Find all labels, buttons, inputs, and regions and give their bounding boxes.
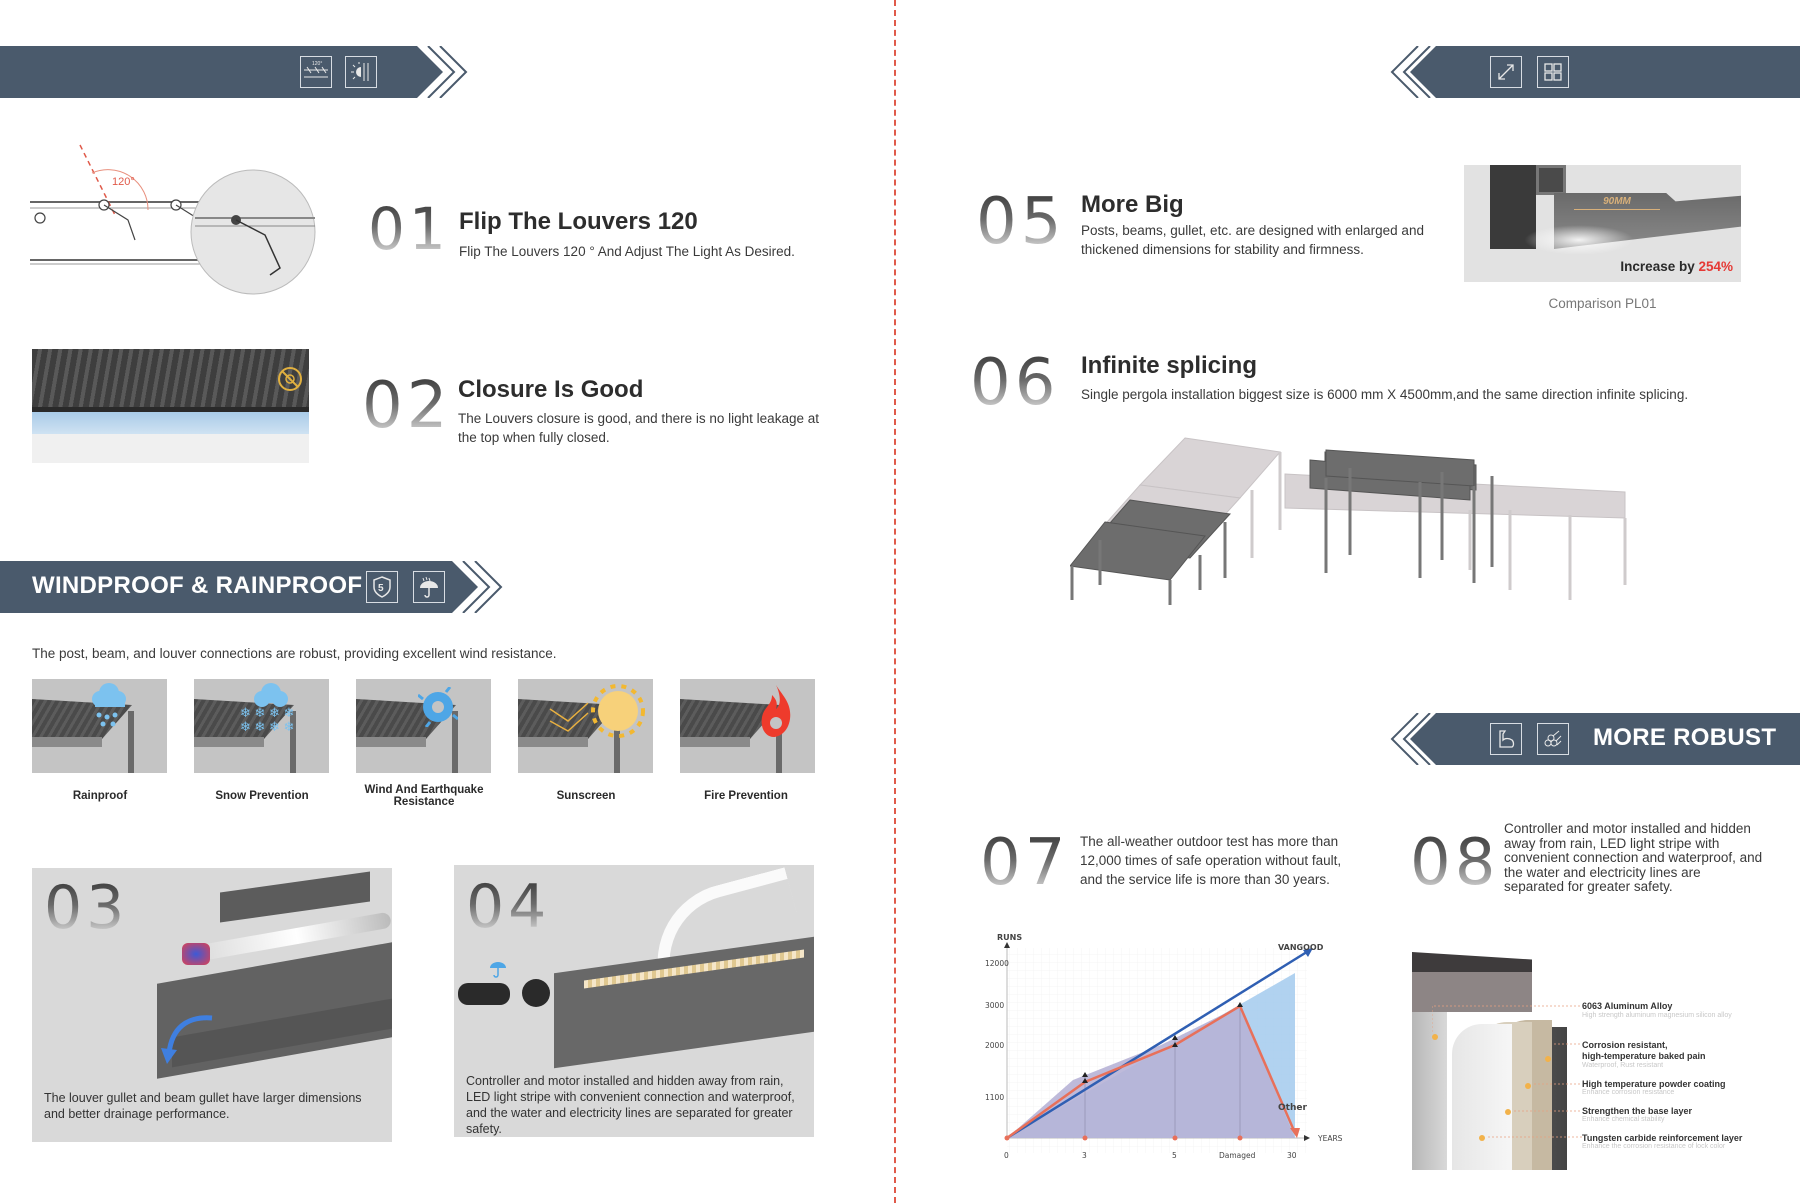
panel-description: Controller and motor installed and hidden away from rain, LED light stripe with convenient connection and waterproof, and the water and electricity lines are separated for greater safety. xyxy=(466,1074,795,1136)
feature-title: Closure Is Good xyxy=(458,376,644,403)
fire-icon xyxy=(758,683,794,739)
snow-cloud-icon xyxy=(236,679,306,734)
rainproof-tile xyxy=(32,679,167,773)
svg-text:Damaged: Damaged xyxy=(1219,1151,1256,1160)
pergola-splicing-illustration xyxy=(1070,430,1770,610)
runs-years-chart xyxy=(985,930,1345,1165)
double-chevron-right-icon xyxy=(424,46,474,98)
connector-socket-shape xyxy=(458,983,510,1005)
wind-earthquake-tile xyxy=(356,679,491,773)
more-robust-title: MORE ROBUST xyxy=(1593,724,1777,751)
tile-label: Fire Prevention xyxy=(704,790,788,802)
feature-number: 02 xyxy=(362,369,452,443)
svg-text:❄ ❄ ❄ ❄: ❄ ❄ ❄ ❄ xyxy=(240,705,295,720)
drain-arrow-icon xyxy=(157,1008,217,1068)
tile-label: Sunscreen xyxy=(556,790,616,802)
rain-cloud-icon xyxy=(87,679,132,729)
sunscreen-tile xyxy=(518,679,653,773)
umbrella-icon xyxy=(488,957,508,979)
feature-title: More Big xyxy=(1081,191,1184,218)
svg-text:2000: 2000 xyxy=(985,1041,1005,1050)
feature-description: Flip The Louvers 120 ° And Adjust The Light As Desired. xyxy=(459,244,795,259)
feature-title: Flip The Louvers 120 xyxy=(459,208,698,235)
other-annotation: Other xyxy=(1278,1103,1307,1113)
feature-number: 05 xyxy=(976,185,1066,259)
sun-icon xyxy=(548,681,648,741)
comparison-caption: Comparison PL01 xyxy=(1548,296,1657,311)
louver-flip-diagram xyxy=(30,140,320,295)
svg-text:❄ ❄ ❄ ❄: ❄ ❄ ❄ ❄ xyxy=(240,719,295,734)
feature-description: The all-weather outdoor test has more than 12,000 times of safe operation without fault, and the service life is more than 30 years. xyxy=(1080,834,1342,887)
shield-5-icon xyxy=(366,571,398,603)
closed-louver-photo xyxy=(32,349,309,463)
no-light-icon xyxy=(276,365,304,393)
double-chevron-left-icon xyxy=(1384,713,1434,765)
pipes-bundle-icon xyxy=(1537,723,1569,755)
feature-description: Controller and motor installed and hidden away from rain, LED light stripe with convenient connection and waterproof, and the water and electricity lines are separated for greater safety. xyxy=(1504,821,1763,894)
vangood-logo: VANGOOD xyxy=(1278,943,1324,952)
increase-value: 254% xyxy=(1698,259,1733,274)
windproof-title: WINDPROOF & RAINPROOF xyxy=(32,572,363,599)
expand-arrow-icon xyxy=(1490,56,1522,88)
tile-label: Rainproof xyxy=(72,790,128,802)
chart-ylabel: RUNS xyxy=(997,933,1023,942)
tile-label: Snow Prevention xyxy=(215,790,309,802)
louver-120-icon xyxy=(300,56,332,88)
double-chevron-right-icon xyxy=(459,561,509,613)
svg-text:5: 5 xyxy=(1172,1151,1177,1160)
feature-description: Single pergola installation biggest size is 6000 mm X 4500mm,and the same direction infinite splicing. xyxy=(1081,387,1689,402)
feature-description: Posts, beams, gullet, etc. are designed with enlarged and thickened dimensions for stability and firmness. xyxy=(1081,223,1424,257)
svg-text:1100: 1100 xyxy=(985,1093,1005,1102)
double-chevron-left-icon xyxy=(1384,46,1434,98)
feature-title: Infinite splicing xyxy=(1081,352,1258,379)
panel-number: 03 xyxy=(44,873,129,943)
page-fold-divider xyxy=(894,0,896,1203)
svg-text:0: 0 xyxy=(1004,1151,1009,1160)
svg-text:120°: 120° xyxy=(312,61,323,67)
motor-part-shape xyxy=(182,943,210,965)
grid-four-icon xyxy=(1537,56,1569,88)
snow-prevention-tile xyxy=(194,679,329,773)
windproof-intro: The post, beam, and louver connections are robust, providing excellent wind resistance. xyxy=(32,646,557,661)
gullet-drainage-panel xyxy=(32,868,392,1142)
chart-xlabel: YEARS xyxy=(1318,1134,1343,1143)
increase-label: Increase by 254% xyxy=(1620,259,1733,274)
svg-text:3000: 3000 xyxy=(985,1001,1005,1010)
umbrella-rain-icon xyxy=(413,571,445,603)
gullet-comparison-image xyxy=(1464,165,1741,282)
panel-description: The louver gullet and beam gullet have larger dimensions and better drainage performance. xyxy=(44,1091,362,1121)
cyclone-icon xyxy=(418,687,458,727)
svg-text:5: 5 xyxy=(378,583,384,594)
feature-number: 07 xyxy=(980,826,1070,900)
svg-text:120°: 120° xyxy=(112,176,135,188)
svg-text:3: 3 xyxy=(1082,1151,1087,1160)
feature-number: 01 xyxy=(368,195,450,263)
top-right-banner xyxy=(1410,46,1800,98)
connector-plug-shape xyxy=(522,979,550,1007)
fire-prevention-tile xyxy=(680,679,815,773)
layer-leader-lines xyxy=(1432,990,1582,1140)
sun-light-adjust-icon xyxy=(345,56,377,88)
feature-number: 08 xyxy=(1410,826,1500,900)
svg-text:12000: 12000 xyxy=(985,959,1009,968)
led-controller-panel xyxy=(454,865,814,1137)
svg-text:30: 30 xyxy=(1287,1151,1297,1160)
dimension-label: 90MM xyxy=(1603,196,1631,207)
feature-description: The Louvers closure is good, and there is no light leakage at the top when fully closed. xyxy=(458,411,819,445)
panel-number: 04 xyxy=(466,872,551,942)
water-splash-shape xyxy=(1524,225,1634,255)
muscle-arm-icon xyxy=(1490,723,1522,755)
feature-number: 06 xyxy=(970,346,1060,420)
gutter-cover-shape xyxy=(220,871,370,922)
tile-label: Wind And Earthquake Resistance xyxy=(364,784,484,808)
